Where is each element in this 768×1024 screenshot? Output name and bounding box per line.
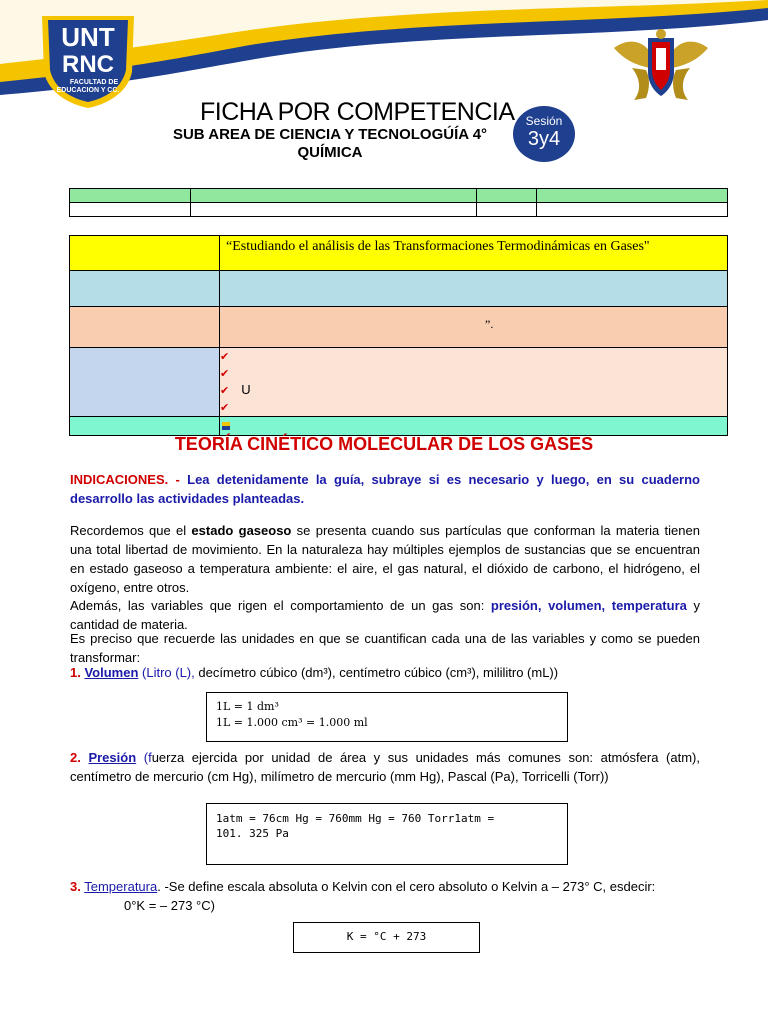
item-2-text: uerza ejercida por unidad de área y sus unidades más comunes son: atmósfera (atm), centímetro de mercurio (cm Hg), milímetro de mercurio (mm Hg), Pascal (Pa), Torricelli (Torr)) [70, 750, 700, 784]
main-title: TEORÍA CINÉTICO MOLECULAR DE LOS GASES [174, 434, 594, 454]
table-cell [70, 348, 220, 417]
logo-sub-2: EDUCACION Y CC. [56, 87, 120, 94]
item-3-text: . -Se define escala absoluta o Kelvin con el cero absoluto o Kelvin a – 273° C, esdecir: [157, 879, 656, 894]
volume-box-line-2: 1L = 1.000 cm³ = 1.000 ml [216, 716, 368, 729]
checklist-cell [220, 348, 728, 417]
table-cell [70, 307, 220, 348]
table-row [70, 236, 728, 271]
item-2-label: Presión [88, 750, 137, 765]
indications-label: INDICACIONES. - [70, 472, 180, 487]
table-row [70, 348, 728, 417]
session-number: 3y4 [527, 128, 561, 150]
p1-bold: estado gaseoso [191, 523, 292, 538]
item-1-paren: (Litro (L), [138, 665, 195, 680]
p2-before: Además, las variables que rigen el comportamiento de un gas son: [70, 598, 491, 613]
checkmark-icon: ✔ [220, 402, 230, 414]
session-info-table [69, 235, 728, 436]
table-cell [191, 203, 477, 217]
volume-box [206, 692, 568, 742]
item-3-label: Temperatura [84, 879, 158, 894]
peach-cell: ”. [220, 307, 728, 348]
page-title: FICHA POR COMPETENCIA [200, 98, 515, 126]
table-cell [70, 203, 191, 217]
item-2-number: 2. [70, 750, 81, 765]
logo-unt-text: UNT [61, 22, 115, 52]
university-crest-icon [612, 28, 710, 104]
pressure-box-line-1: 1atm = 76cm Hg = 760mm Hg = 760 Torr1atm = [216, 812, 495, 825]
table-cell [191, 189, 477, 203]
item-1-text: decímetro cúbico (dm³), centímetro cúbico (cm³), mililitro (mL)) [194, 665, 559, 680]
item-2-paren: (f [136, 750, 152, 765]
table-cell [477, 203, 537, 217]
item-volume [70, 663, 700, 682]
table-row [70, 417, 728, 436]
pressure-box [206, 803, 568, 865]
table-row [70, 189, 728, 203]
indications-text: Lea detenidamente la guía, subraye si es necesario y luego, en su cuaderno desarrollo las actividades planteadas. [70, 472, 700, 506]
list-item [220, 399, 727, 416]
table-cell [537, 203, 728, 217]
table-cell [70, 271, 220, 307]
list-item [220, 348, 727, 365]
subtitle-line-1: SUB AREA DE CIENCIA Y TECNOLOGÚÍA 4° [172, 126, 488, 143]
kelvin-box: K = °C + 273 [293, 922, 480, 953]
table-cell [220, 417, 728, 436]
paragraph-1 [70, 521, 700, 597]
session-badge [513, 106, 575, 162]
logo-rnc-text: RNC [62, 51, 114, 78]
bullet-square-icon [222, 422, 230, 430]
subtitle-line-2: QUÍMICA [297, 144, 363, 161]
table-cell [220, 271, 728, 307]
page-subtitle [160, 126, 500, 162]
table-cell [70, 417, 220, 436]
indications [70, 470, 700, 508]
pressure-box-line-2: 101. 325 Pa [216, 827, 289, 840]
session-label: Sesión [525, 114, 563, 128]
item-pressure [70, 748, 700, 786]
p1-before: Recordemos que el [70, 523, 192, 538]
table-cell [537, 189, 728, 203]
checkmark-icon: ✔ [220, 351, 230, 363]
checkmark-icon: ✔ [220, 368, 230, 380]
table-cell [70, 236, 220, 271]
list-item [220, 382, 727, 399]
table-cell [477, 189, 537, 203]
paragraph-3: Es preciso que recuerde las unidades en que se cuantifican cada una de las variables y como se pueden transformar: [70, 631, 700, 665]
topic-cell: “Estudiando el análisis de las Transformaciones Termodinámicas en Gases" [220, 236, 728, 271]
table-cell [70, 189, 191, 203]
table-row [70, 307, 728, 348]
unt-rnc-logo [38, 10, 138, 110]
checkmark-icon: ✔ [220, 385, 230, 397]
p2-after: y cantidad de materia. [70, 598, 700, 632]
item-3-line-2: 0°K = – 273 °C) [124, 898, 215, 913]
volume-box-line-1: 1L = 1 dm³ [216, 700, 279, 713]
item-temperature [70, 877, 700, 915]
check-item-text: U [241, 382, 251, 397]
item-1-number: 1. [70, 665, 81, 680]
table-row [70, 203, 728, 217]
table-row [70, 271, 728, 307]
p2-variables: presión, volumen, temperatura [490, 598, 687, 613]
p1-after: se presenta cuando sus partículas que conforman la materia tienen una total libertad de movimiento. En la naturaleza hay múltiples ejemplos de sustancias que se encuentran en estado gaseoso a temperatura ambiente: el aire, el gas natural, el dióxido de carbono, el hidrógeno, el oxígeno, entre otros. [70, 523, 700, 595]
logo-sub-1: FACULTAD DE [69, 79, 119, 86]
student-info-table [69, 188, 728, 217]
list-item [220, 365, 727, 382]
item-1-label: Volumen [84, 665, 139, 680]
item-3-number: 3. [70, 879, 81, 894]
